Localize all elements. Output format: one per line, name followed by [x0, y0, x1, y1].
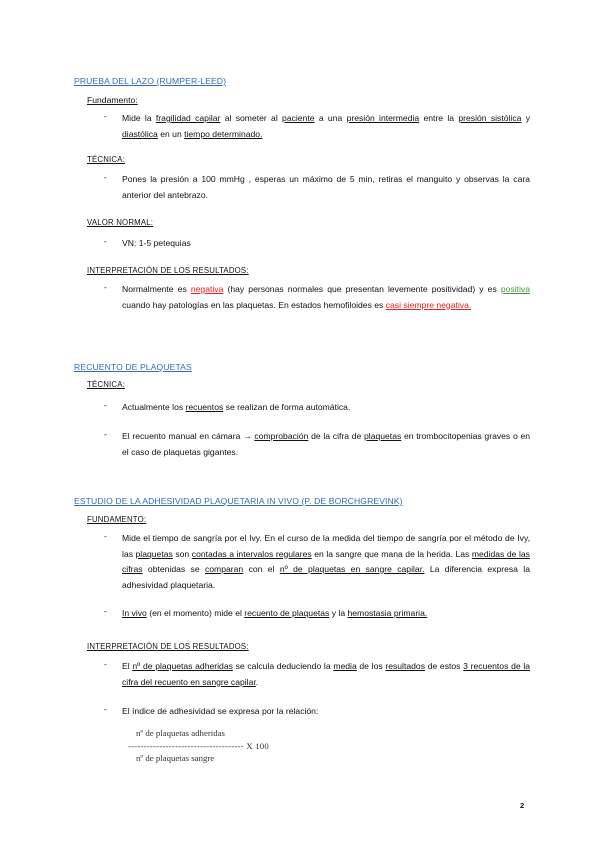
recuento-text-2: El recuento manual en cámara → comprobación de la cifra de plaquetas en trombocitopenias graves o en el caso de plaquetas gigantes.: [122, 431, 530, 457]
adhesividad-text-2: In vivo (en el momento) mide el recuento de plaquetas y la hemostasia primaria.: [122, 608, 428, 618]
adhesividad-text-3: El nº de plaquetas adheridas se calcula deduciendo la media de los resultados de estos 3 recuentos de la cifra del recuento en sangre capilar.: [122, 661, 531, 687]
bullet-dash: -: [104, 659, 107, 669]
tecnica-text: Pones la presión a 100 mmHg , esperas un máximo de 5 min, retiras el manguito y observas la cara anterior del antebrazo.: [122, 174, 530, 200]
formula-denominator: nº de plaquetas sangre: [136, 753, 215, 763]
bullet-dash: -: [104, 172, 107, 182]
bullet-dash: -: [104, 111, 107, 121]
bullet-dash: -: [104, 282, 107, 292]
fundamento-heading: FUNDAMENTO:: [87, 515, 147, 524]
bullet-dash: -: [104, 400, 107, 410]
bullet-dash: -: [104, 704, 107, 714]
tecnica-heading: TÉCNICA:: [87, 380, 125, 389]
adhesividad-text-1: Mide el tiempo de sangría por el Ivy. En el curso de la medida del tiempo de sangría por el método de Ivy, las plaquetas son contadas a intervalos regulares en la sangre que mana de la herida. Las medidas de las cifras obtenidas se comparan con el nº de plaquetas en sangre capilar. La diferencia expresa la adhesividad plaquetaria.: [122, 533, 530, 590]
fundamento-heading: Fundamento:: [87, 95, 138, 105]
interpretacion-heading: INTERPRETACIÓN DE LOS RESULTADOS:: [87, 266, 249, 275]
bullet-dash: -: [104, 236, 107, 246]
adhesividad-text-4: El índice de adhesividad se expresa por la relación:: [122, 706, 319, 716]
section-title-recuento: RECUENTO DE PLAQUETAS: [74, 362, 192, 372]
bullet-dash: -: [104, 429, 107, 439]
valor-normal-text: VN: 1-5 petequias: [122, 238, 191, 248]
formula-fraction-line: ------------------------------------- X 100: [128, 741, 269, 751]
interpretacion-text: Normalmente es negativa (hay personas normales que presentan levemente positividad) y es positiva cuando hay patologías en las plaquetas. En estados hemofiloides es casi siempre negativa.: [122, 284, 531, 310]
valor-normal-heading: VALOR NORMAL:: [87, 218, 154, 227]
bullet-dash: -: [104, 606, 107, 616]
interpretacion-heading: INTERPRETACIÓN DE LOS RESULTADOS:: [87, 642, 249, 651]
section-title-adhesividad: ESTUDIO DE LA ADHESIVIDAD PLAQUETARIA IN VIVO (P. DE BORCHGREVINK): [74, 496, 403, 506]
fundamento-text: Mide la fragilidad capilar al someter al paciente a una presión intermedia entre la presión sistólica y diastólica en un tiempo determinado.: [122, 113, 531, 139]
tecnica-heading: TÉCNICA:: [87, 155, 125, 164]
recuento-text-1: Actualmente los recuentos se realizan de forma automática.: [122, 402, 351, 412]
formula-numerator: nº de plaquetas adheridas: [136, 728, 225, 738]
section-title-lazo: PRUEBA DEL LAZO (RUMPER-LEED): [74, 76, 227, 86]
bullet-dash: -: [104, 531, 107, 541]
page-number: 2: [520, 801, 525, 810]
